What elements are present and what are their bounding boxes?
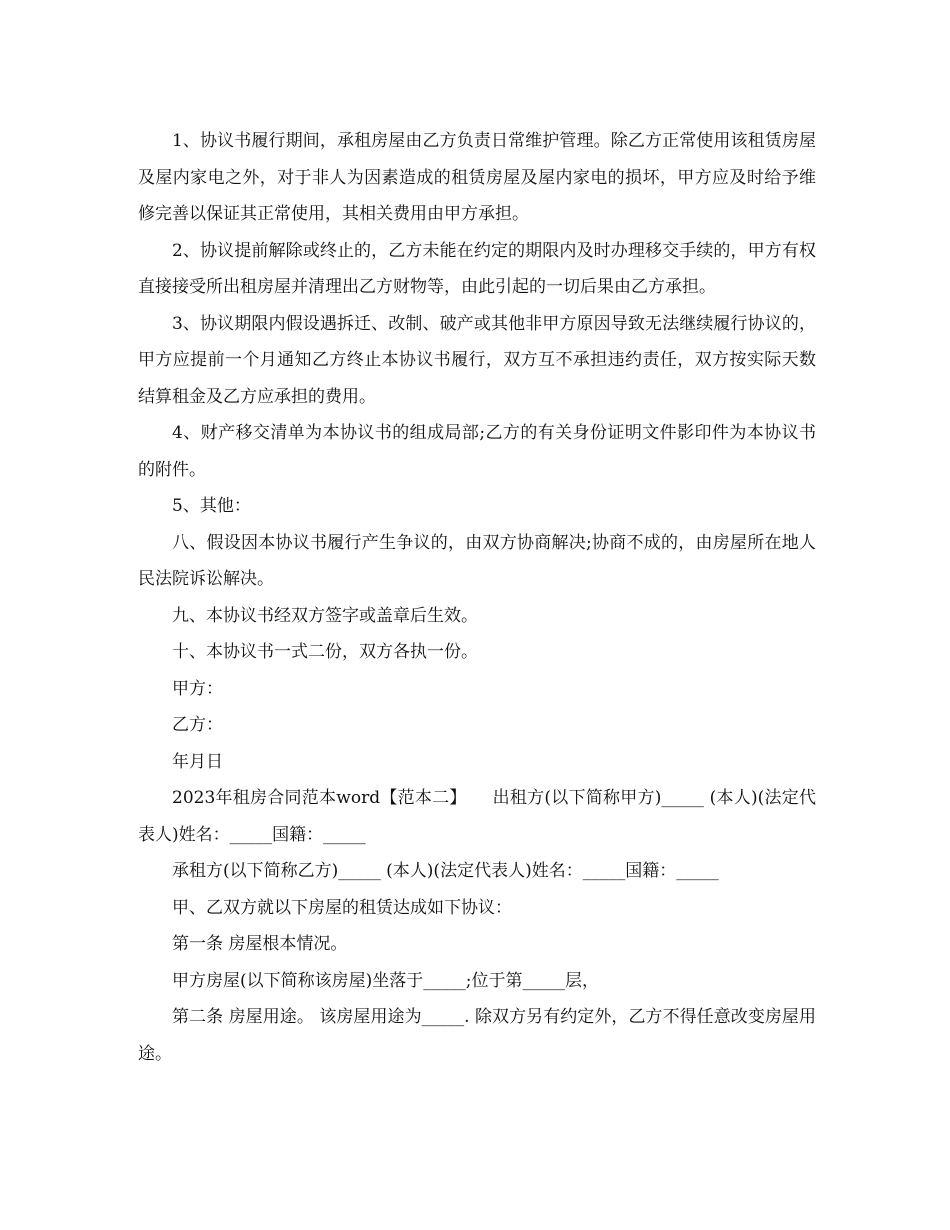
party-a-signature: 甲方： [172,678,223,699]
clause-4-inventory: 4、财产移交清单为本协议书的组成局部;乙方的有关身份证明文件影印件为本协议书的附件。 [138,423,816,480]
party-b-signature: 乙方： [172,715,223,735]
lessee-line: 承租方(以下简称乙方)_____ (本人)(法定代表人)姓名：_____国籍：_____ [172,861,719,881]
clause-2-early-termination: 2、协议提前解除或终止的，乙方未能在约定的期限内及时办理移交手续的，甲方有权直接接受所出租房屋并清理出乙方财物等，由此引起的一切后果由乙方承担。 [138,240,816,297]
property-location: 甲方房屋(以下简称该房屋)坐落于_____;位于第_____层， [172,970,599,991]
clause-5-other: 5、其他： [172,496,251,516]
clause-1-maintenance: 1、协议书履行期间，承租房屋由乙方负责日常维护管理。除乙方正常使用该租赁房屋及屋内家电之外，对于非人为因素造成的租赁房屋及屋内家电的损坏，甲方应及时给予维修完善以保证其正常使用，其相关费用由甲方承担。 [138,131,816,224]
document-body [138,123,816,1072]
clause-3-demolition: 3、协议期限内假设遇拆迁、改制、破产或其他非甲方原因导致无法继续履行协议的，甲方应提前一个月通知乙方终止本协议书履行，双方互不承担违约责任，双方按实际天数结算租金及乙方应承担的费用。 [138,313,816,407]
article-10-copies: 十、本协议书一式二份，双方各执一份。 [172,642,478,662]
agreement-intro: 甲、乙双方就以下房屋的租赁达成如下协议： [172,897,512,918]
template-two-heading-lessor: 2023年租房合同范本word【范本二】 出租方(以下简称甲方)_____ (本人)(法定代表人)姓名：_____国籍：_____ [138,788,816,845]
date-line: 年月日 [172,751,223,772]
article-2-usage: 第二条 房屋用途。 该房屋用途为_____. 除双方另有约定外，乙方不得任意改变房屋用途。 [138,1007,816,1064]
article-8-disputes: 八、假设因本协议书履行产生争议的，由双方协商解决;协商不成的，由房屋所在地人民法院诉讼解决。 [138,532,816,589]
article-1-title: 第一条 房屋根本情况。 [172,934,348,954]
article-9-effective: 九、本协议书经双方签字或盖章后生效。 [172,605,478,626]
